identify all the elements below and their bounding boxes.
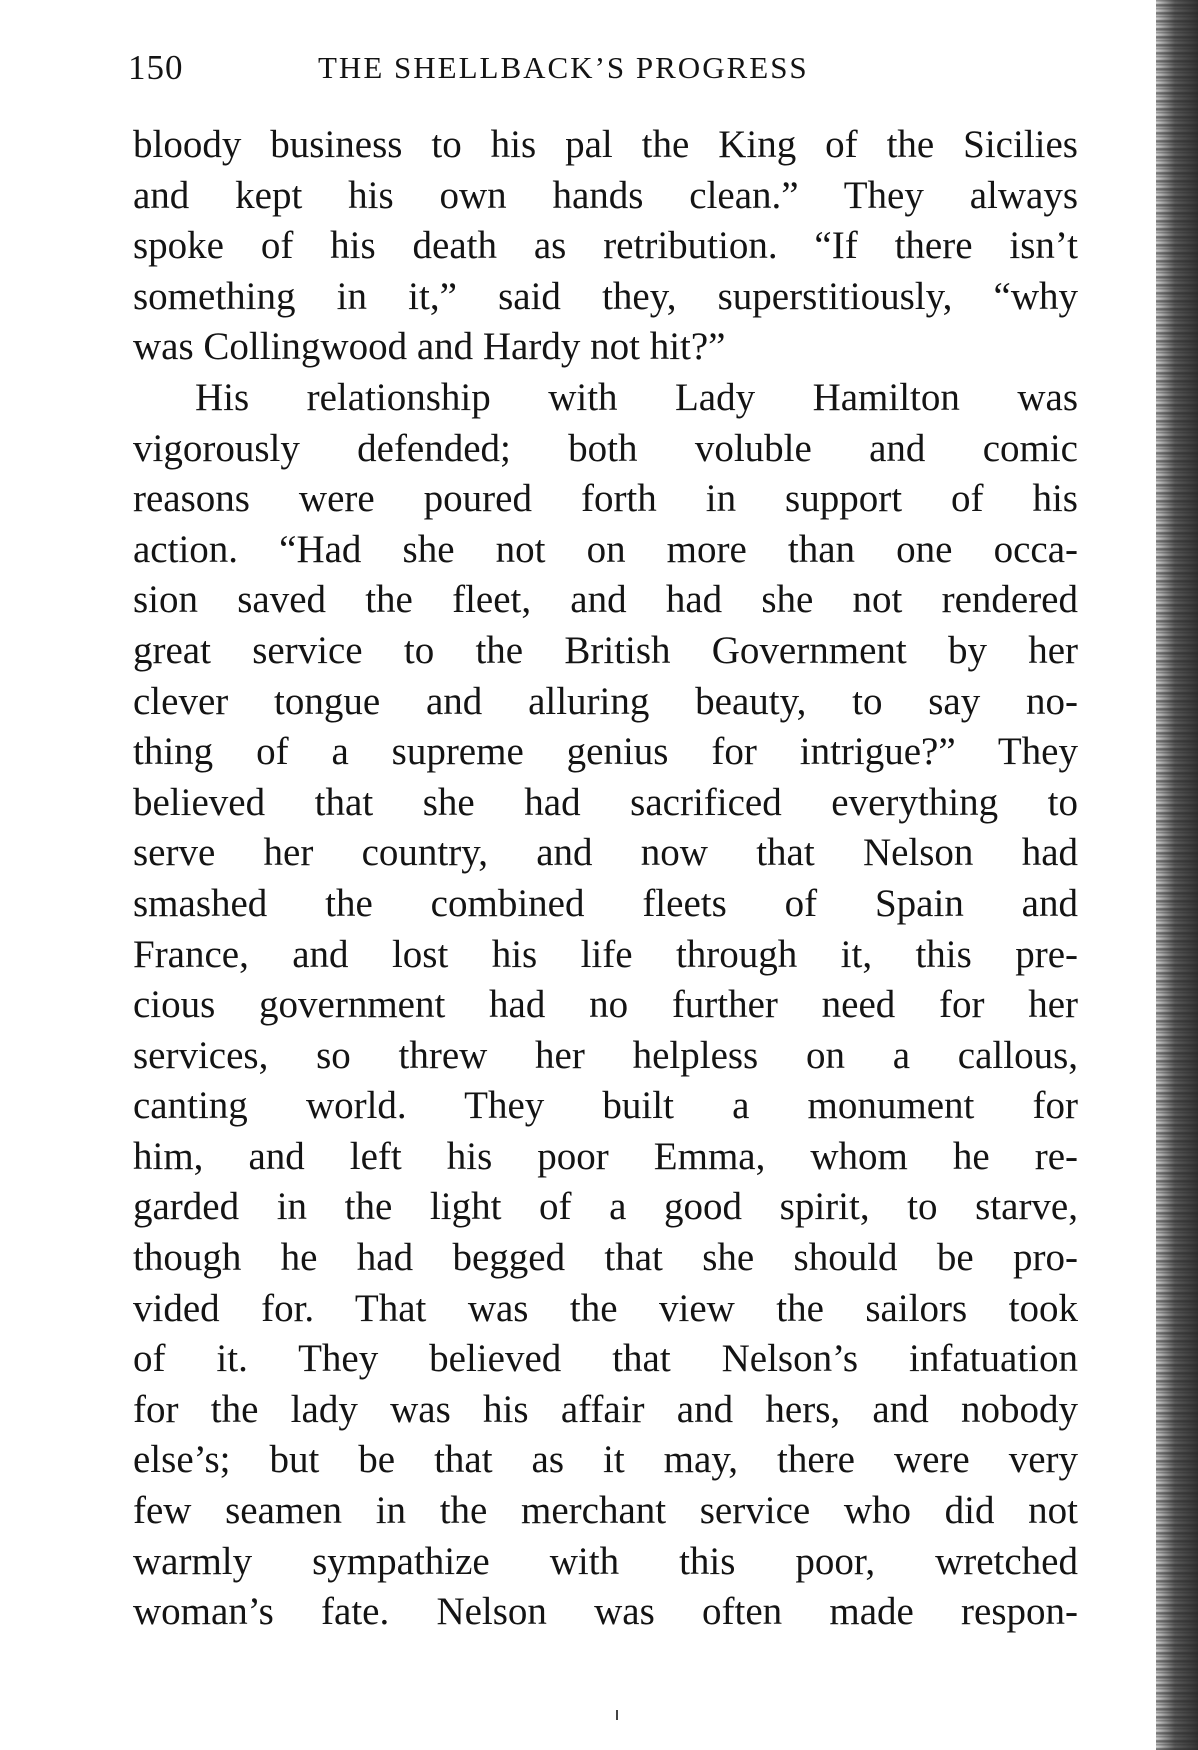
text-line: believed that she had sacrificed everything to: [133, 780, 1078, 824]
running-title: THE SHELLBACK’S PROGRESS: [318, 50, 809, 85]
text-line: him, and left his poor Emma, whom he re-: [133, 1134, 1078, 1178]
text-line: woman’s fate. Nelson was often made respon-: [133, 1590, 1078, 1634]
text-line: great service to the British Government by her: [133, 628, 1078, 672]
text-line: action. “Had she not on more than one occa-: [133, 527, 1078, 571]
text-line: warmly sympathize with this poor, wretched: [133, 1539, 1078, 1583]
text-line: smashed the combined fleets of Spain and: [133, 881, 1078, 925]
text-line: thing of a supreme genius for intrigue?” They: [133, 730, 1078, 774]
page-number: 150: [128, 48, 184, 87]
text-line: cious government had no further need for her: [133, 983, 1078, 1027]
text-line: spoke of his death as retribution. “If there isn’t: [133, 224, 1078, 268]
text-line: few seamen in the merchant service who did not: [133, 1489, 1078, 1533]
text-line: serve her country, and now that Nelson had: [133, 831, 1078, 875]
text-line: was Collingwood and Hardy not hit?”: [133, 325, 726, 369]
text-line: vigorously defended; both voluble and comic: [133, 426, 1078, 470]
text-line: something in it,” said they, superstitiously, “why: [133, 274, 1078, 318]
text-line: and kept his own hands clean.” They always: [133, 173, 1078, 217]
paragraph-start-line: His relationship with Lady Hamilton was: [195, 375, 1078, 419]
body-text: [133, 120, 1078, 1638]
text-line: vided for. That was the view the sailors took: [133, 1286, 1078, 1330]
text-line: garded in the light of a good spirit, to starve,: [133, 1185, 1078, 1229]
print-mark: [616, 1710, 618, 1720]
text-line: of it. They believed that Nelson’s infatuation: [133, 1337, 1078, 1381]
text-line: France, and lost his life through it, this pre-: [133, 932, 1078, 976]
text-line: though he had begged that she should be pro-: [133, 1236, 1078, 1280]
text-line: else’s; but be that as it may, there were very: [133, 1438, 1078, 1482]
text-line: bloody business to his pal the King of the Sicilies: [133, 123, 1078, 166]
text-line: sion saved the fleet, and had she not rendered: [133, 578, 1078, 622]
page-binding-edge: [1156, 0, 1198, 1750]
text-line: services, so threw her helpless on a callous,: [133, 1033, 1078, 1077]
text-line: reasons were poured forth in support of his: [133, 477, 1078, 521]
running-head: [118, 48, 1018, 88]
text-line: canting world. They built a monument for: [133, 1084, 1078, 1128]
text-line: for the lady was his affair and hers, and nobody: [133, 1387, 1078, 1431]
text-line: clever tongue and alluring beauty, to say no-: [133, 679, 1078, 723]
